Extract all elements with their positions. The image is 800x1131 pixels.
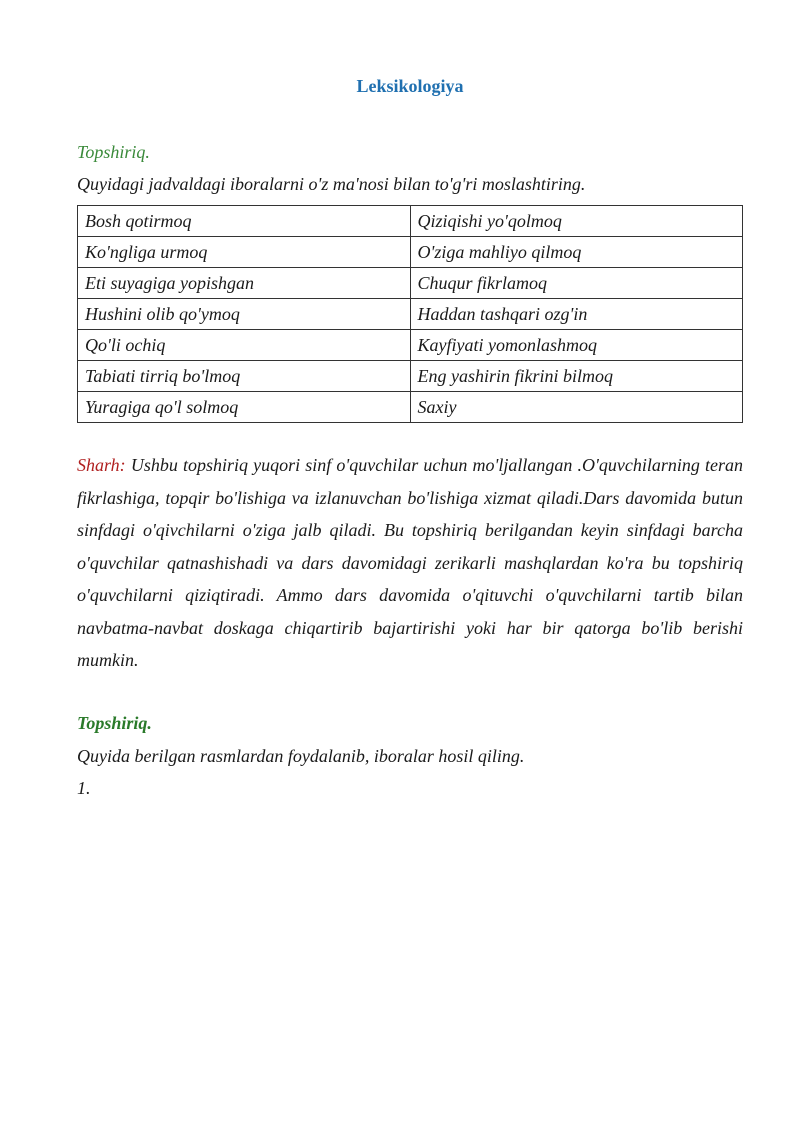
table-row [78, 392, 743, 423]
idiom-cell: Bosh qotirmoq [78, 206, 411, 237]
item-number: 1. [77, 778, 91, 798]
meaning-cell: Saxiy [410, 392, 743, 423]
table-row [78, 268, 743, 299]
commentary-text: Ushbu topshiriq yuqori sinf o'quvchilar uchun mo'ljallangan .O'quvchilarning teran fikrlashiga, topqir bo'lishiga va izlanuvchan bo'lishiga xizmat qiladi.Dars davomida butun sinfdagi o'qivchilarni o'ziga jalb qiladi. Bu topshiriq berilgandan keyin sinfdagi barcha o'quvchilar qatnashishadi va dars davomidagi zerikarli mashqlardan ko'ra bu topshiriq o'quvchilarni qiziqtiradi. Ammo dars davomida o'qituvchi o'quvchilarni tartib bilan navbatma-navbat doskaga chiqartirib bajartirishi yoki har bir qatorga bo'lib berishi mumkin. [77, 455, 744, 670]
table-row [78, 206, 743, 237]
table-row [78, 237, 743, 268]
matching-table [77, 205, 743, 423]
document-title: Leksikologiya [356, 76, 464, 96]
task-2-instruction: Quyida berilgan rasmlardan foydalanib, iboralar hosil qiling. [77, 746, 525, 766]
table-row [78, 330, 743, 361]
meaning-cell: Kayfiyati yomonlashmoq [410, 330, 743, 361]
idiom-cell: Yuragiga qo'l solmoq [78, 392, 411, 423]
table-row [78, 361, 743, 392]
idiom-cell: Hushini olib qo'ymoq [78, 299, 411, 330]
task-1-label: Topshiriq. [77, 142, 150, 162]
meaning-cell: Eng yashirin fikrini bilmoq [410, 361, 743, 392]
meaning-cell: Qiziqishi yo'qolmoq [410, 206, 743, 237]
task-2-label: Topshiriq. [77, 713, 152, 733]
commentary-paragraph [77, 449, 743, 677]
idiom-cell: Tabiati tirriq bo'lmoq [78, 361, 411, 392]
meaning-cell: Chuqur fikrlamoq [410, 268, 743, 299]
task-1-instruction: Quyidagi jadvaldagi iboralarni o'z ma'nosi bilan to'g'ri moslashtiring. [77, 174, 586, 194]
idiom-cell: Qo'li ochiq [78, 330, 411, 361]
meaning-cell: O'ziga mahliyo qilmoq [410, 237, 743, 268]
table-row [78, 299, 743, 330]
meaning-cell: Haddan tashqari ozg'in [410, 299, 743, 330]
commentary-label: Sharh: [77, 455, 126, 475]
idiom-cell: Eti suyagiga yopishgan [78, 268, 411, 299]
idiom-cell: Ko'ngliga urmoq [78, 237, 411, 268]
